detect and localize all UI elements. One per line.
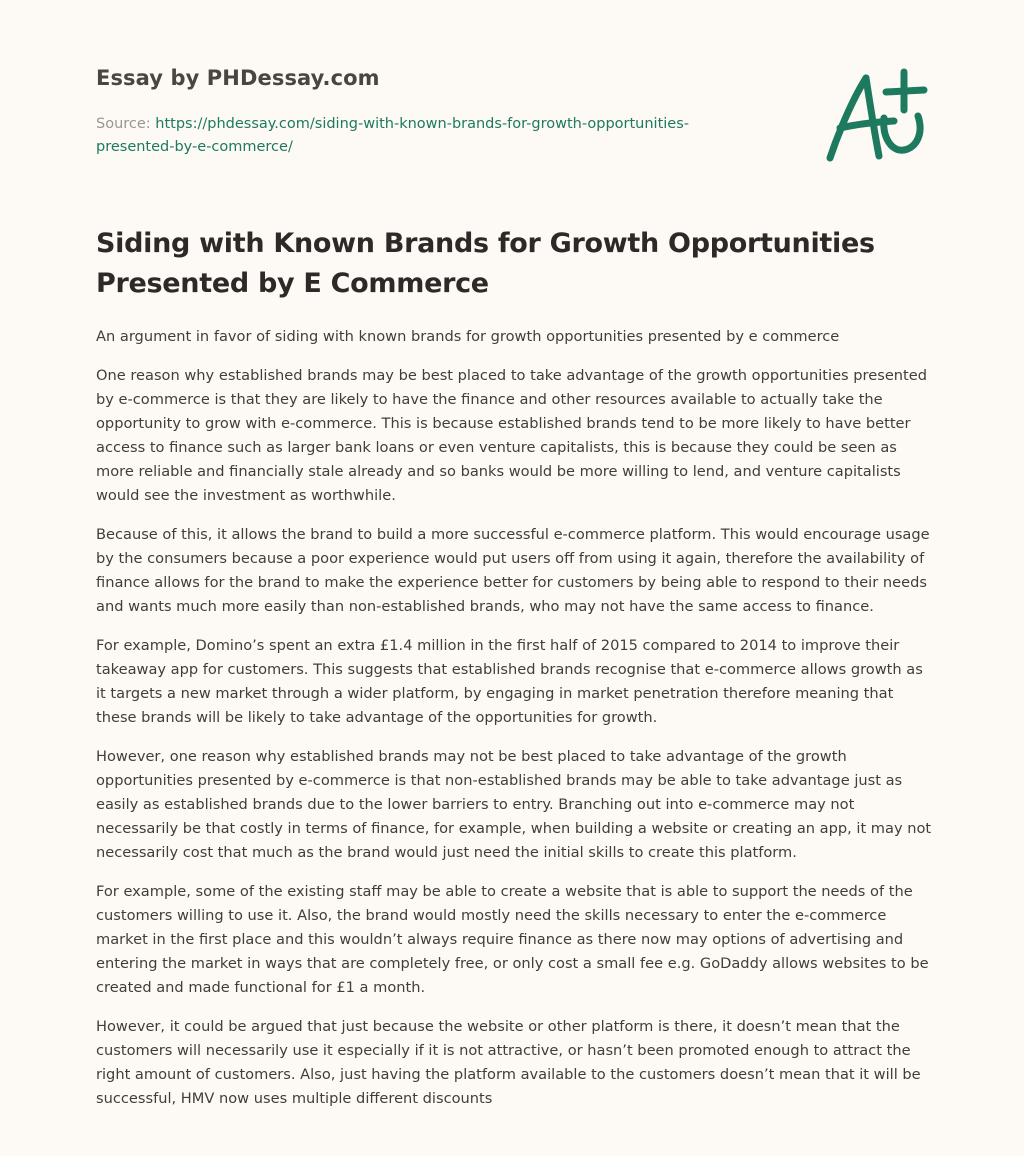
essay-title: Siding with Known Brands for Growth Opportunities Presented by E Commerce xyxy=(96,228,875,299)
essay-paragraph-4: However, one reason why established brands may not be best placed to take advantage of the growth opportunities presented by e-commerce is that non-established brands may be able to take advantage just as easily as established brands due to the lower barriers to entry. Branching out into e-commerce may not necessarily be that costly in terms of finance, for example, when building a website or creating an app, it may not necessarily cost that much as the brand would just need the initial skills to create this platform. xyxy=(96,748,932,861)
essay-paragraph-6: However, it could be argued that just because the website or other platform is there, it doesn’t mean that the customers will necessarily use it especially if it is not attractive, or hasn’t been promoted enough to attract the right amount of customers. Also, just having the platform available to the customers doesn’t mean that it will be successful, HMV now uses multiple different discounts xyxy=(96,1018,921,1107)
essay-paragraph-3: For example, Domino’s spent an extra £1.4 million in the first half of 2015 compared to 2014 to improve their takeaway app for customers. This suggests that established brands recognise that e-commerce allows growth as it targets a new market through a wider platform, by engaging in market penetration therefore meaning that these brands will be likely to take advantage of the opportunities for growth. xyxy=(96,637,923,726)
essay-paragraph-5: For example, some of the existing staff may be able to create a website that is able to support the needs of the customers willing to use it. Also, the brand would mostly need the skills necessary to enter the e-commerce market in the first place and this wouldn’t always require finance as there now may options of advertising and entering the market in ways that are completely free, or only cost a small fee e.g. GoDaddy allows websites to be created and made functional for £1 a month. xyxy=(96,883,929,996)
essay-body xyxy=(96,325,934,1126)
essay-paragraph-1: One reason why established brands may be best placed to take advantage of the growth opportunities presented by e-commerce is that they are likely to have the finance and other resources available to actually take the opportunity to grow with e-commerce. This is because established brands tend to be more likely to have better access to finance such as larger bank loans or even venture capitalists, this is because they could be seen as more reliable and financially stale already and so banks would be more willing to lend, and venture capitalists would see the investment as worthwhile. xyxy=(96,367,928,504)
essay-intro-paragraph: An argument in favor of siding with known brands for growth opportunities presented by e commerce xyxy=(96,328,840,345)
site-brand: Essay by PHDessay.com xyxy=(96,66,380,90)
source-line xyxy=(96,113,736,159)
essay-paragraph-2: Because of this, it allows the brand to build a more successful e-commerce platform. This would encourage usage by the consumers because a poor experience would put users off from using it again, therefore the availability of finance allows for the brand to make the experience better for customers by being able to respond to their needs and wants much more easily than non-established brands, who may not have the same access to finance. xyxy=(96,526,930,615)
a-plus-logo-icon xyxy=(818,64,936,168)
source-link[interactable]: https://phdessay.com/siding-with-known-brands-for-growth-opportunities-presented-by-e-commerce/ xyxy=(96,116,689,155)
source-label: Source: xyxy=(96,116,151,132)
